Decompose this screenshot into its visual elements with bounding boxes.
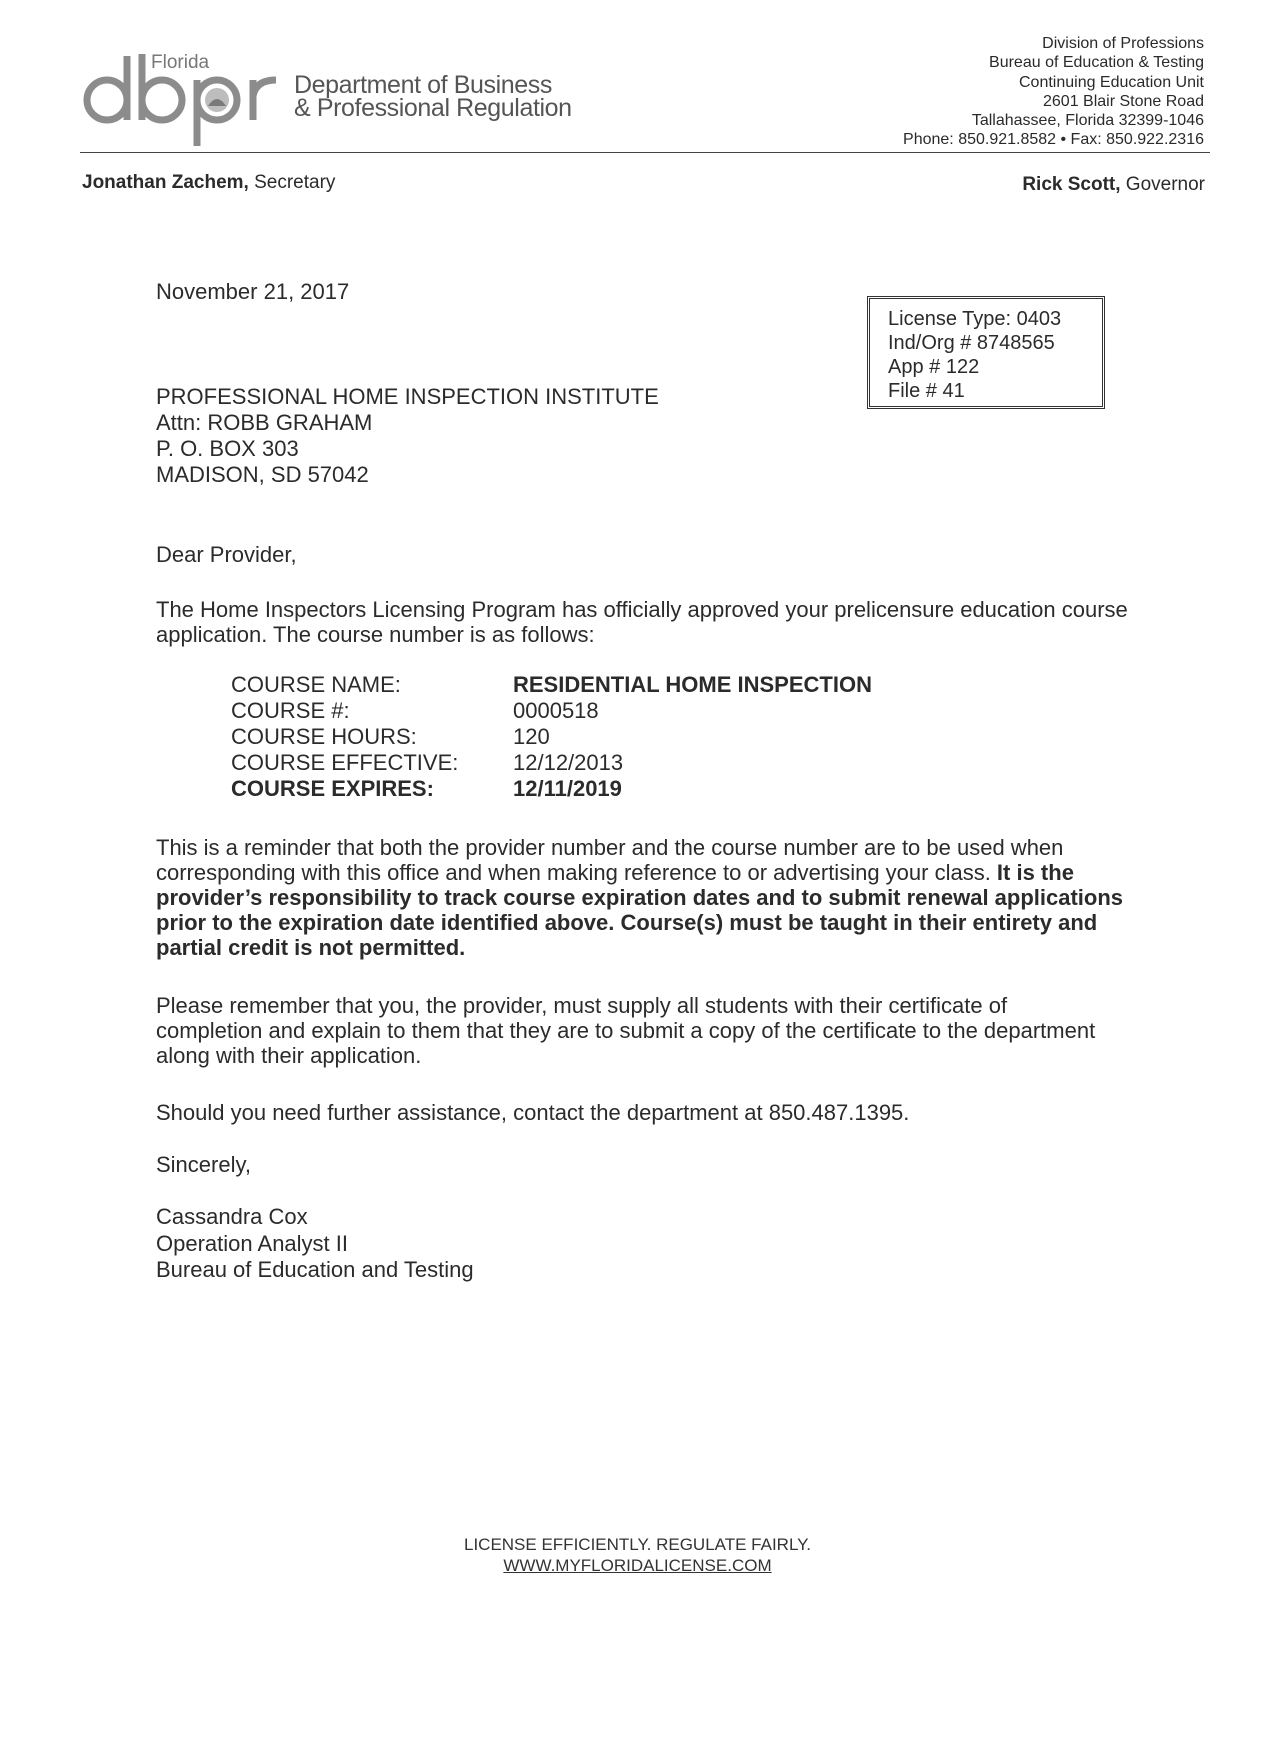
course-hours-value: 120	[513, 724, 550, 749]
approval-paragraph: The Home Inspectors Licensing Program has officially approved your prelicensure education course application. The course number is as follows:	[156, 597, 1128, 647]
reminder-text: This is a reminder that both the provider number and the course number are to be used when corresponding with this office and when making reference to or advertising your class.	[156, 835, 1064, 885]
secretary-title: Secretary	[248, 172, 336, 193]
footer-motto: LICENSE EFFICIENTLY. REGULATE FAIRLY.	[463, 1535, 812, 1554]
letter-date: November 21, 2017	[156, 279, 350, 304]
footer	[0, 1534, 1275, 1576]
salutation: Dear Provider,	[156, 542, 297, 567]
governor-title: Governor	[1120, 174, 1205, 195]
phone-fax-line: Phone: 850.921.8582 • Fax: 850.922.2316	[903, 131, 1204, 149]
recipient-street: P. O. BOX 303	[156, 436, 299, 461]
app-number: App # 122	[888, 356, 980, 378]
responsibility-notice: It is the provider’s responsibility to track course expiration dates and to submit renewal applications prior to the expiration date identified above. Course(s) must be taught in their entirety and partial credit is not permitted.	[156, 860, 1124, 960]
course-expires-label: COURSE EXPIRES:	[231, 776, 434, 801]
course-number-value: 0000518	[513, 698, 599, 723]
course-effective-label: COURSE EFFECTIVE:	[231, 750, 459, 775]
reminder-paragraph	[156, 835, 1156, 960]
course-number-label: COURSE #:	[231, 698, 350, 723]
governor-name: Rick Scott,	[1022, 174, 1121, 195]
course-name-value: RESIDENTIAL HOME INSPECTION	[513, 672, 872, 697]
course-expires-value: 12/11/2019	[513, 776, 622, 801]
website-link[interactable]: WWW.MYFLORIDALICENSE.COM	[503, 1556, 772, 1575]
address-line: Division of Professions	[1042, 35, 1204, 52]
recipient-organization: PROFESSIONAL HOME INSPECTION INSTITUTE	[156, 384, 659, 409]
recipient-city-state: MADISON, SD 57042	[156, 462, 369, 487]
signer-name: Cassandra Cox	[156, 1204, 308, 1229]
course-effective-row	[231, 750, 872, 776]
course-name-row	[231, 672, 872, 698]
course-number-row	[231, 698, 872, 724]
governor-line	[1022, 174, 1205, 196]
secretary-name: Jonathan Zachem,	[82, 172, 249, 193]
course-details	[231, 672, 872, 802]
course-name-label: COURSE NAME:	[231, 672, 401, 697]
address-line: 2601 Blair Stone Road	[1043, 92, 1204, 110]
contact-paragraph: Should you need further assistance, contact the department at 850.487.1395.	[156, 1100, 910, 1125]
course-hours-row	[231, 724, 872, 750]
license-type: License Type: 0403	[888, 308, 1062, 330]
license-info-box	[867, 296, 1105, 409]
ind-org-number: Ind/Org # 8748565	[888, 332, 1055, 354]
signer-bureau: Bureau of Education and Testing	[156, 1257, 474, 1282]
signer-title: Operation Analyst II	[156, 1230, 348, 1256]
address-line: Continuing Education Unit	[1018, 73, 1204, 91]
course-hours-label: COURSE HOURS:	[231, 724, 417, 749]
division-address	[903, 34, 1204, 150]
address-line: Tallahassee, Florida 32399-1046	[971, 112, 1204, 130]
file-number: File # 41	[888, 380, 965, 402]
address-line: Bureau of Education & Testing	[989, 54, 1204, 72]
certificate-paragraph: Please remember that you, the provider, must supply all students with their certificate of completion and explain to them that they are to submit a copy of the certificate to the department along with their application.	[156, 993, 1096, 1068]
svg-text:dbpr: dbpr	[80, 48, 83, 49]
header-divider	[80, 152, 1210, 153]
secretary-line	[82, 172, 335, 194]
closing: Sincerely,	[156, 1152, 251, 1177]
signature-block	[156, 1204, 474, 1284]
course-effective-value: 12/12/2013	[513, 750, 624, 775]
recipient-attention: Attn: ROBB GRAHAM	[156, 410, 373, 435]
department-name-line2: & Professional Regulation	[294, 94, 572, 122]
department-name	[294, 71, 572, 122]
recipient-address	[156, 384, 659, 488]
department-name-line1: Department of Business	[294, 71, 552, 99]
svg-text:Florida: Florida	[151, 52, 210, 73]
course-expires-row	[231, 776, 872, 802]
dbpr-logo	[80, 48, 295, 148]
